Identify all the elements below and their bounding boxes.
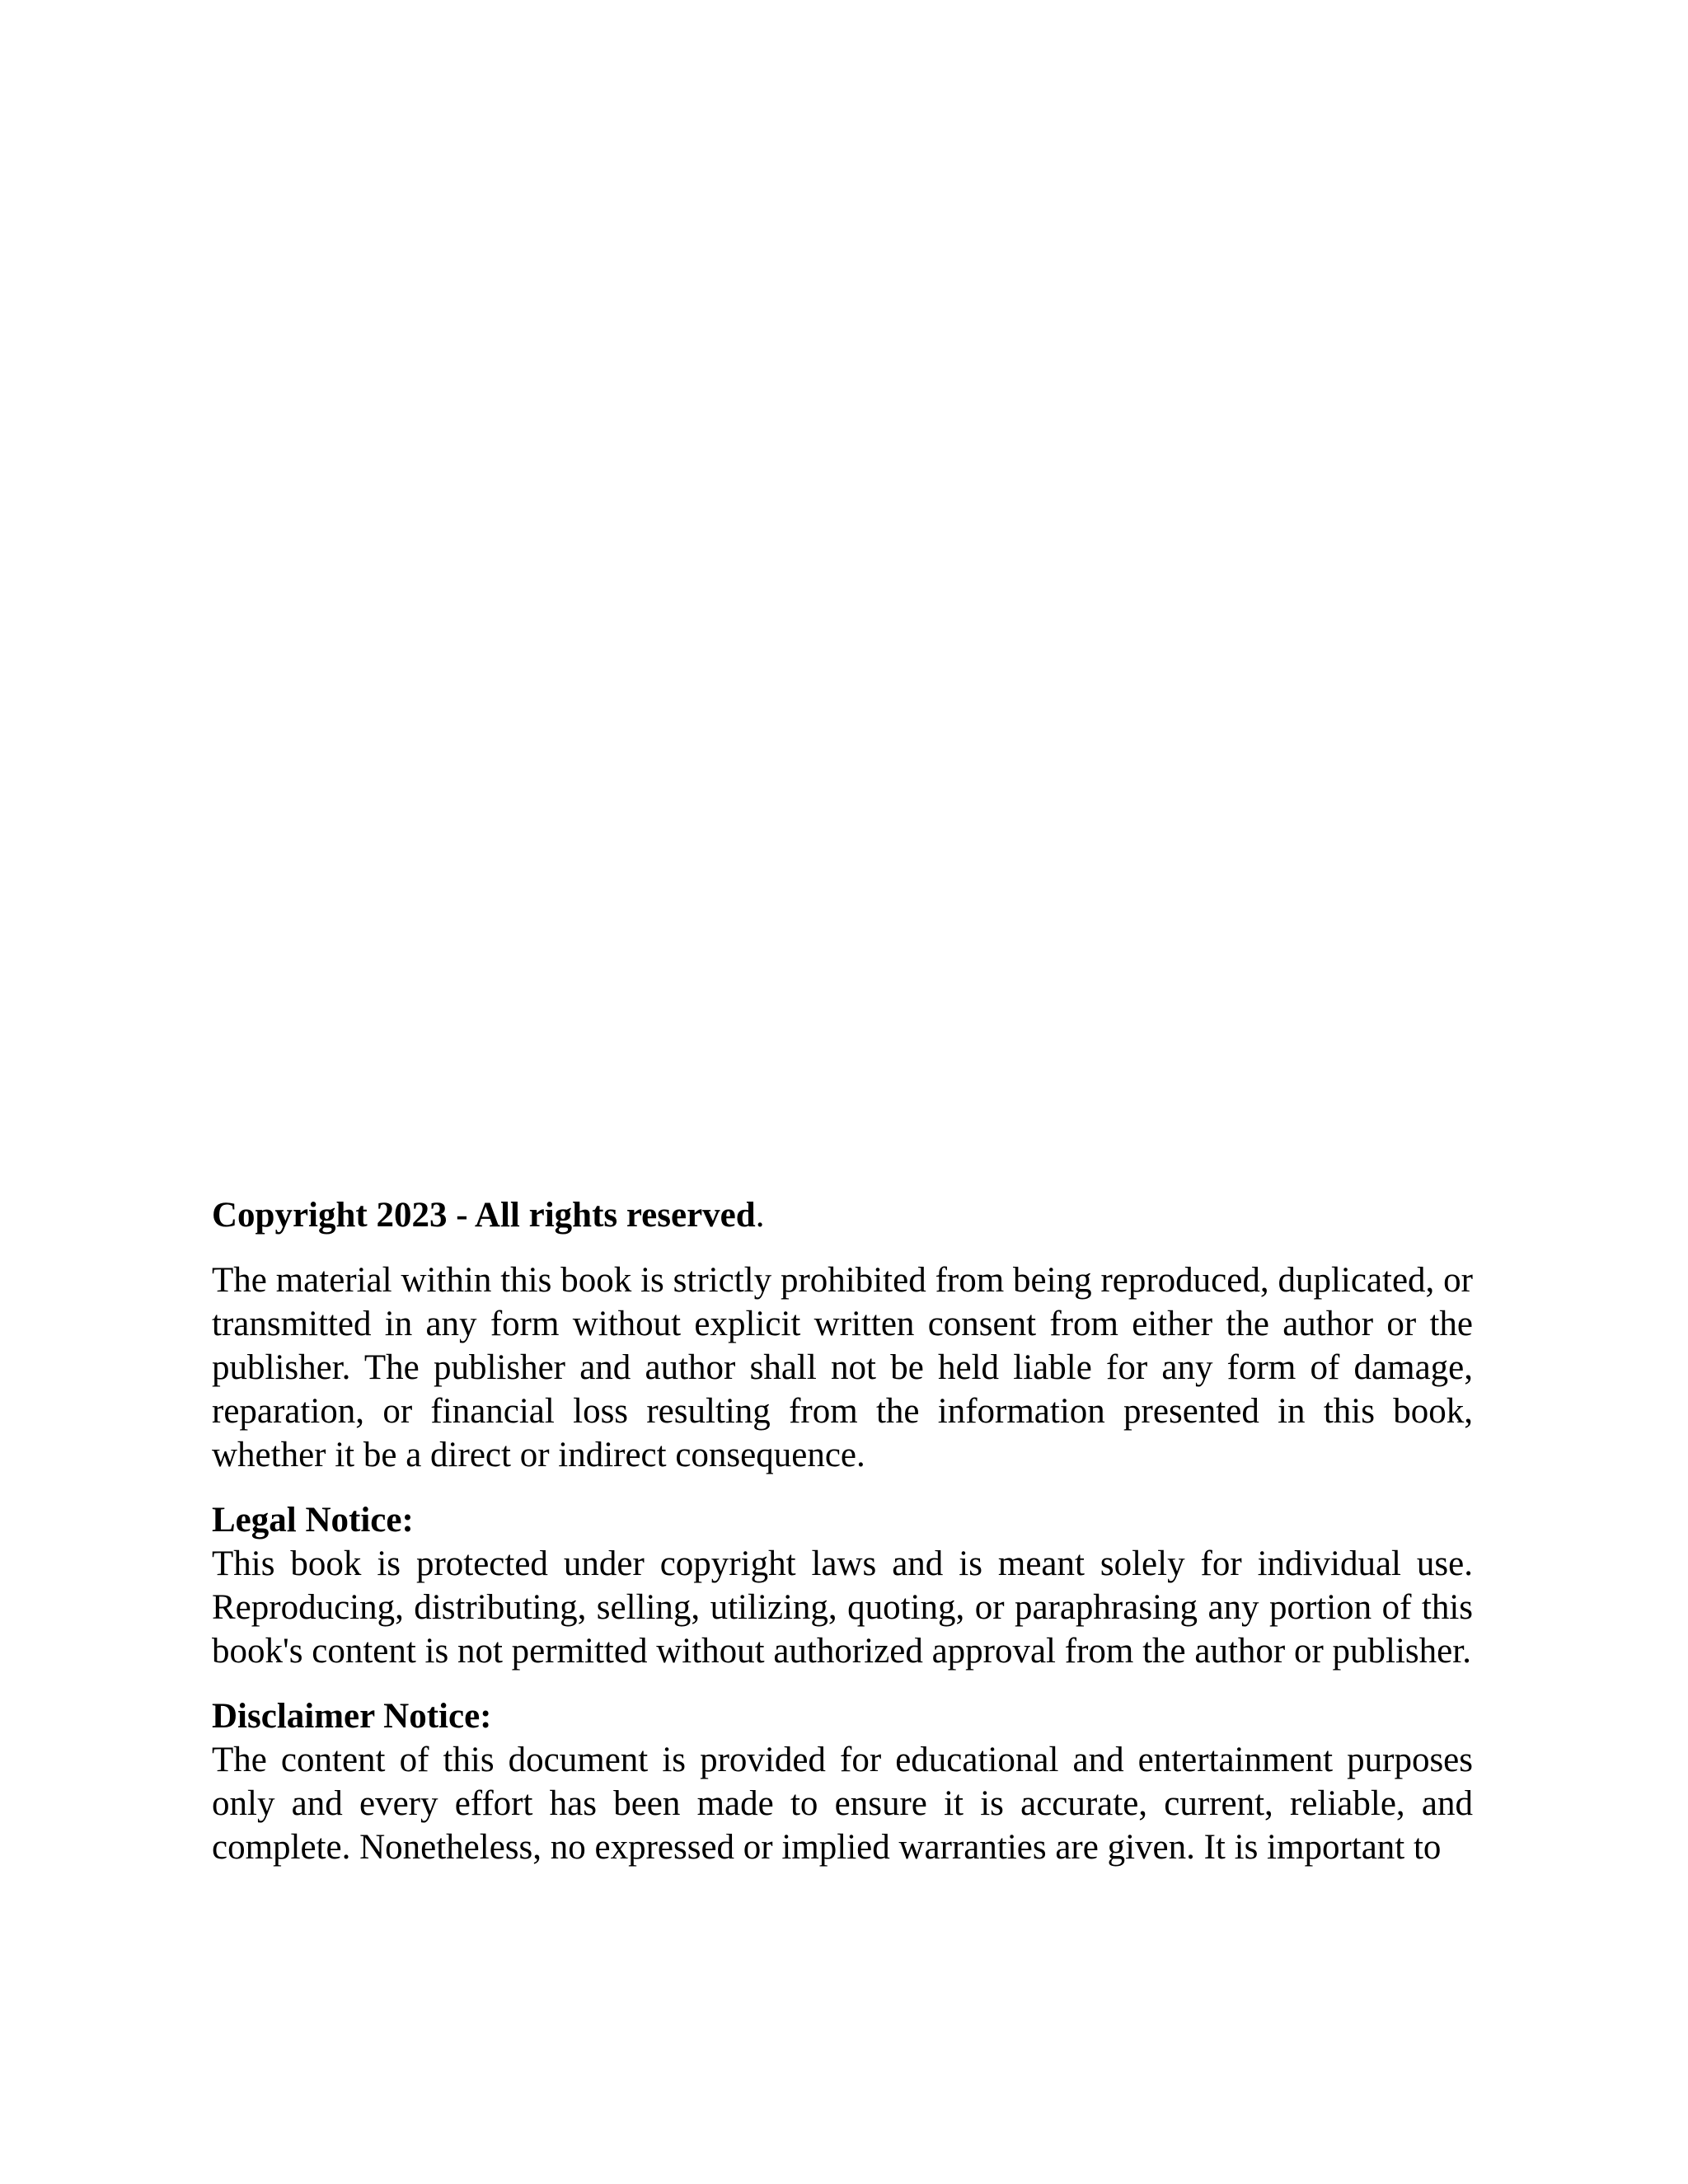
legal-notice-body: This book is protected under copyright laws and is meant solely for individual use. Reproducing, distributing, selling, utilizing, quoting, or paraphrasing any portion of this book's content is not permitted without authorized approval from the author or publisher.: [212, 1544, 1473, 1671]
disclaimer-notice-body: The content of this document is provided for educational and entertainment purposes only and every effort has been made to ensure it is accurate, current, reliable, and complete. Nonetheless, no expressed or implied warranties are given. It is important to: [212, 1741, 1473, 1867]
legal-notice-heading: Legal Notice:: [212, 1501, 414, 1540]
intro-paragraph: The material within this book is strictly prohibited from being reproduced, duplicated, or transmitted in any form without explicit written consent from either the author or the publisher. The publisher and author shall not be held liable for any form of damage, reparation, or financial loss resulting from the information presented in this book, whether it be a direct or indirect consequence.: [212, 1261, 1473, 1474]
copyright-line: [212, 1193, 1473, 1237]
copyright-title: Copyright 2023 - All rights reserved: [212, 1196, 756, 1235]
disclaimer-notice-heading: Disclaimer Notice:: [212, 1697, 492, 1736]
copyright-page-text: [212, 1193, 1473, 1869]
copyright-trailing-period: .: [755, 1196, 765, 1235]
